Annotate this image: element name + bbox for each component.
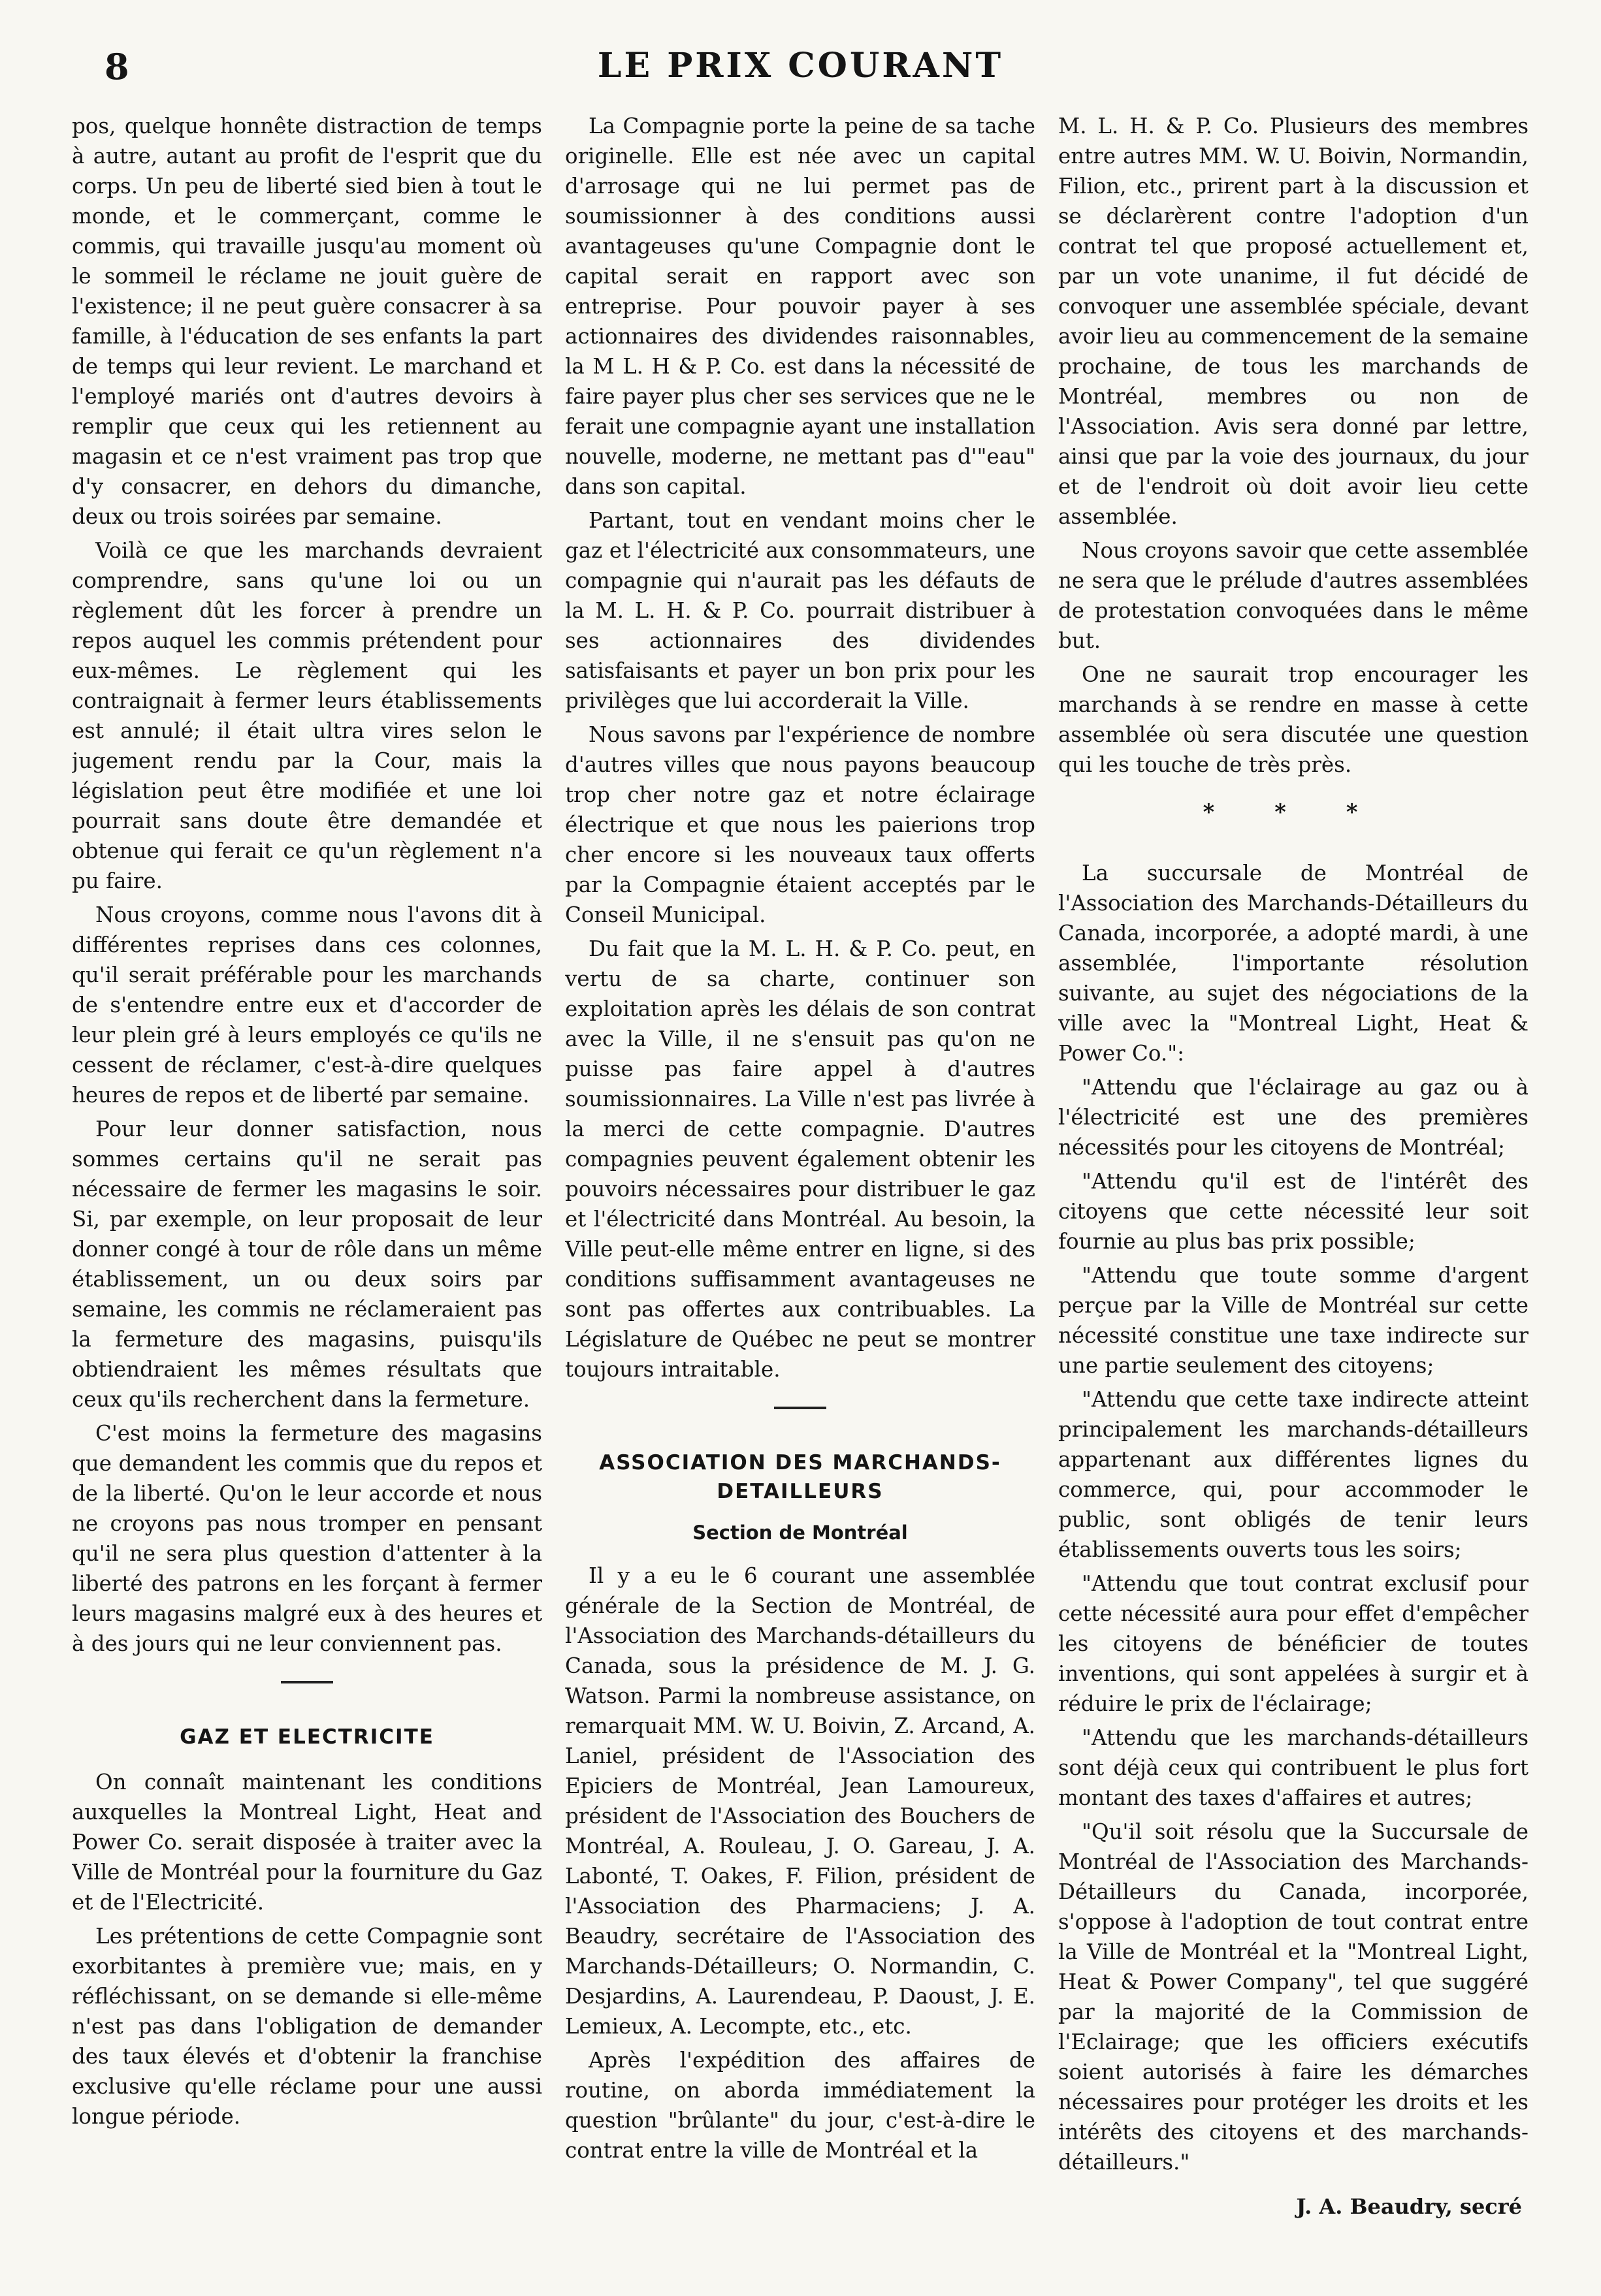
journal-title: LE PRIX COURANT	[597, 46, 1004, 86]
paragraph: Nous savons par l'expérience de nombre d'autres villes que nous payons beaucoup trop cher notre gaz et notre éclairage électrique et que nous les paierions trop cher encore si les nouveaux taux offerts par la Compagnie étaient acceptés par le Conseil Municipal.	[565, 722, 1035, 927]
page-number: 8	[105, 46, 129, 88]
section-divider	[774, 1407, 826, 1409]
article-columns	[72, 111, 1529, 2259]
resolution-clause: "Qu'il soit résolu que la Succursale de Montréal de l'Association des Marchands-Détailleurs du Canada, incorporée, s'oppose à l'adoption de tout contrat entre la Ville de Montréal et la "Montreal Light, Heat & Power Company", tel que suggéré par la majorité de la Commission de l'Eclairage; que les officiers exécutifs soient autorisés à faire les démarches nécessaires pour protéger les droits et les intérêts des citoyens et des marchands-détailleurs."	[1058, 1819, 1528, 2175]
paragraph: Il y a eu le 6 courant une assemblée générale de la Section de Montréal, de l'Association des Marchands-détailleurs du Canada, sous la présidence de M. J. G. Watson. Parmi la nombreuse assistance, on remarquait MM. W. U. Boivin, Z. Arcand, A. Laniel, président de l'Association des Epiciers de Montréal, Jean Lamoureux, président de l'Association des Bouchers de Montréal, A. Rouleau, J. O. Gareau, J. A. Labonté, T. Oakes, F. Filion, président de l'Association des Pharmaciens; J. A. Beaudry, secrétaire de l'Association des Marchands-Détailleurs; O. Normandin, C. Desjardins, A. Laurendeau, P. Daoust, J. E. Lemieux, A. Lecompte, etc., etc.	[565, 1563, 1035, 2039]
resolution-clause: "Attendu que toute somme d'argent perçue par la Ville de Montréal sur cette nécessité constitue une taxe indirecte sur une partie seulement des citoyens;	[1058, 1263, 1528, 1378]
column-2	[565, 111, 1035, 2259]
section-heading-association: ASSOCIATION DES MARCHANDS-DETAILLEURS	[599, 1451, 1001, 1503]
paragraph: La succursale de Montréal de l'Association des Marchands-Détailleurs du Canada, incorporée, a adopté mardi, à une assemblée, l'importante résolution suivante, au sujet des négociations de la ville avec la "Montreal Light, Heat & Power Co.":	[1058, 861, 1528, 1066]
section-divider	[281, 1681, 333, 1683]
paragraph: On connaît maintenant les conditions auxquelles la Montreal Light, Heat and Power Co. serait disposée à traiter avec la Ville de Montréal pour la fourniture du Gaz et de l'Electricité.	[72, 1770, 542, 1915]
paragraph: Nous croyons savoir que cette assemblée ne sera que le prélude d'autres assemblées de protestation convoquées dans le même but.	[1058, 538, 1528, 653]
resolution-clause: "Attendu que tout contrat exclusif pour cette nécessité aura pour effet d'empêcher les citoyens de bénéficier de toutes inventions, qui sont appelées à surgir et à réduire le prix de l'éclairage;	[1058, 1571, 1528, 1716]
column-1	[72, 111, 542, 2259]
paragraph: Partant, tout en vendant moins cher le gaz et l'électricité aux consommateurs, une compagnie qui n'aurait pas les défauts de la M. L. H. & P. Co. pourrait distribuer à ses actionnaires des dividendes satisfaisants et payer un bon prix pour les privilèges que lui accorderait la Ville.	[565, 508, 1035, 713]
paragraph: C'est moins la fermeture des magasins que demandent les commis que du repos et de la liberté. Qu'on le leur accorde et nous ne croyons pas nous tromper en pensant qu'il ne sera plus question d'attenter à la liberté des patrons en les forçant à fermer leurs magasins malgré eux à des heures et à des jours qui ne leur conviennent pas.	[72, 1421, 542, 1656]
paragraph: Les prétentions de cette Compagnie sont exorbitantes à première vue; mais, en y réfléchissant, on se demande si elle-même n'est pas dans l'obligation de demander des taux élevés et d'obtenir la franchise exclusive qu'elle réclame pour une aussi longue période.	[72, 1924, 542, 2129]
paragraph: pos, quelque honnête distraction de temps à autre, autant au profit de l'esprit que du corps. Un peu de liberté sied bien à tout le monde, et le commerçant, comme le commis, qui travaille jusqu'au moment où le sommeil le réclame ne jouit guère de l'existence; il ne peut guère consacrer à sa famille, à l'éducation de ses enfants la part de temps qui leur revient. Le marchand et l'employé mariés ont d'autres devoirs à remplir que ceux qui les retiennent au magasin et ce n'est vraiment pas trop que d'y consacrer, en dehors du dimanche, deux ou trois soirées par semaine.	[72, 114, 542, 529]
paragraph: Du fait que la M. L. H. & P. Co. peut, en vertu de sa charte, continuer son exploitation après les délais de son contrat avec la Ville, il ne s'ensuit pas qu'on ne puisse pas faire appel à d'autres soumissionnaires. La Ville n'est pas livrée à la merci de cette compagnie. D'autres compagnies peuvent également obtenir les pouvoirs nécessaires pour distribuer le gaz et l'électricité dans Montréal. Au besoin, la Ville peut-elle même entrer en ligne, si des conditions suffisamment avantageuses ne sont pas offertes aux contribuables. La Législature de Québec ne peut se montrer toujours intraitable.	[565, 936, 1035, 1382]
section-separator-stars: * * *	[1203, 799, 1384, 825]
signature: J. A. Beaudry, secré	[1296, 2194, 1522, 2219]
paragraph: La Compagnie porte la peine de sa tache originelle. Elle est née avec un capital d'arrosage qui ne lui permet pas de soumissionner à des conditions aussi avantageuses qu'une Compagnie dont le capital serait en rapport avec son entreprise. Pour pouvoir payer à ses actionnaires des dividendes raisonnables, la M L. H & P. Co. est dans la nécessité de faire payer plus cher ses services que ne le ferait une compagnie ayant une installation nouvelle, moderne, ne mettant pas d'"eau" dans son capital.	[565, 114, 1035, 499]
column-3	[1058, 111, 1528, 2259]
section-heading-gaz-electricite: GAZ ET ELECTRICITE	[180, 1725, 434, 1749]
resolution-clause: "Attendu que l'éclairage au gaz ou à l'électricité est une des premières nécessités pour les citoyens de Montréal;	[1058, 1075, 1528, 1160]
paragraph: M. L. H. & P. Co. Plusieurs des membres entre autres MM. W. U. Boivin, Normandin, Filion, etc., prirent part à la discussion et se déclarèrent contre l'adoption d'un contrat tel que proposé actuellement et, par un vote unanime, il fut décidé de convoquer une assemblée spéciale, devant avoir lieu au commencement de la semaine prochaine, de tous les marchands de Montréal, membres ou non de l'Association. Avis sera donné par lettre, ainsi que par la voie des journaux, du jour et de l'endroit où doit avoir lieu cette assemblée.	[1058, 114, 1528, 529]
paragraph: Nous croyons, comme nous l'avons dit à différentes reprises dans ces colonnes, qu'il serait préférable pour les marchands de s'entendre entre eux et d'accorder de leur plein gré à leurs employés ce qu'ils ne cessent de réclamer, c'est-à-dire quelques heures de repos et de liberté par semaine.	[72, 902, 542, 1108]
paragraph: Voilà ce que les marchands devraient comprendre, sans qu'une loi ou un règlement dût les forcer à prendre un repos auquel les commis prétendent pour eux-mêmes. Le règlement qui les contraignait à fermer leurs établissements est annulé; il était ultra vires selon le jugement rendu par la Cour, mais la législation peut être modifiée et une loi pourrait sans doute être demandée et obtenue qui ferait ce qu'un règlement n'a pu faire.	[72, 538, 542, 893]
subsection-heading: Section de Montréal	[692, 1522, 908, 1544]
resolution-clause: "Attendu qu'il est de l'intérêt des citoyens que cette nécessité leur soit fournie au plus bas prix possible;	[1058, 1169, 1528, 1254]
resolution-clause: "Attendu que les marchands-détailleurs sont déjà ceux qui contribuent le plus fort montant des taxes d'affaires et autres;	[1058, 1725, 1528, 1810]
resolution-clause: "Attendu que cette taxe indirecte atteint principalement les marchands-détailleurs appartenant aux différentes lignes du commerce, qui, pour accommoder le public, sont obligés de tenir leurs établissements ouverts tous les soirs;	[1058, 1387, 1528, 1562]
paragraph: Pour leur donner satisfaction, nous sommes certains qu'il ne serait pas nécessaire de fermer les magasins le soir. Si, par exemple, on leur proposait de leur donner congé à tour de rôle dans un même établissement, un ou deux soirs par semaine, les commis ne réclameraient pas la fermeture des magasins, puisqu'ils obtiendraient les mêmes résultats que ceux qu'ils recherchent dans la fermeture.	[72, 1117, 542, 1412]
page-header	[72, 43, 1529, 95]
paragraph: One ne saurait trop encourager les marchands à se rendre en masse à cette assemblée où sera discutée une question qui les touche de très près.	[1058, 662, 1528, 777]
paragraph: Après l'expédition des affaires de routine, on aborda immédiatement la question "brûlante" du jour, c'est-à-dire le contrat entre la ville de Montréal et la	[565, 2048, 1035, 2163]
